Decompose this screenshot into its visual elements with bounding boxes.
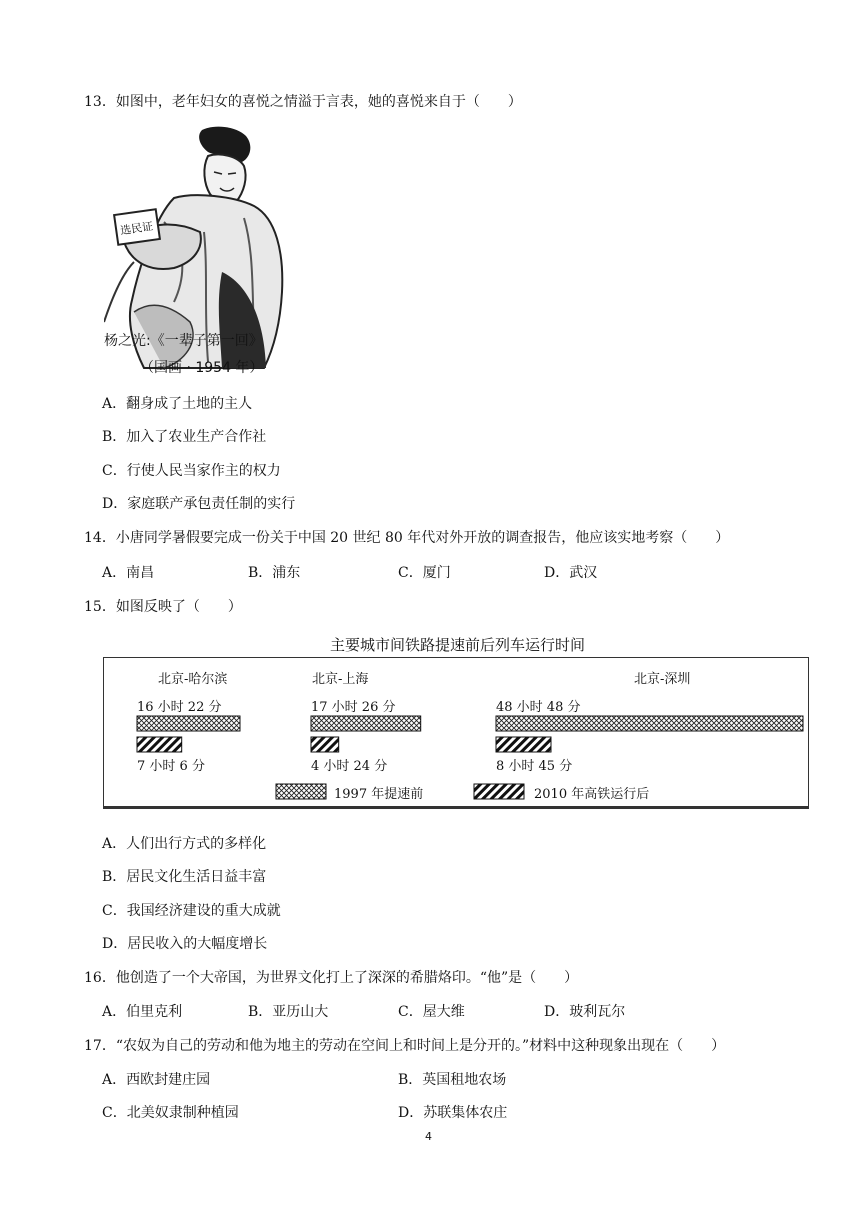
q13-option-d[interactable]: D．家庭联产承包责任制的实行: [102, 496, 296, 512]
certificate-text: 选民证: [119, 219, 154, 238]
time-label-after-shanghai: 4 小时 24 分: [311, 759, 388, 774]
route-label-beijing-shanghai: 北京-上海: [312, 672, 369, 687]
q16-option-a[interactable]: A．伯里克利: [102, 1004, 183, 1020]
q15-option-c[interactable]: C．我国经济建设的重大成就: [102, 903, 281, 919]
q14-stem: 14．小唐同学暑假要完成一份关于中国 20 世纪 80 年代对外开放的调查报告，他应该实地考察（ ）: [84, 530, 730, 546]
route-label-beijing-shenzhen: 北京-深圳: [634, 672, 691, 687]
bar-before-1997-1: [311, 716, 421, 731]
q13-option-b[interactable]: B．加入了农业生产合作社: [102, 429, 267, 445]
time-label-before-harbin: 16 小时 22 分: [137, 700, 222, 715]
q13-caption-sub: （国画 · 1954 年）: [140, 360, 264, 376]
train-time-chart: [103, 657, 809, 809]
q17-option-d[interactable]: D．苏联集体农庄: [398, 1105, 508, 1121]
chart-title: 主要城市间铁路提速前后列车运行时间: [330, 636, 586, 654]
q16-option-c[interactable]: C．屋大维: [398, 1004, 465, 1020]
q17-option-b[interactable]: B．英国租地农场: [398, 1072, 507, 1088]
bar-before-1997-0: [137, 716, 240, 731]
time-label-before-shenzhen: 48 小时 48 分: [496, 700, 581, 715]
q14-option-b[interactable]: B．浦东: [248, 565, 301, 581]
q17-option-a[interactable]: A．西欧封建庄园: [102, 1072, 211, 1088]
q16-stem: 16．他创造了一个大帝国，为世界文化打上了深深的希腊烙印。“他”是（ ）: [84, 970, 579, 986]
time-label-before-shanghai: 17 小时 26 分: [311, 700, 396, 715]
time-label-after-shenzhen: 8 小时 45 分: [496, 759, 573, 774]
legend-swatch-2010: [474, 784, 524, 799]
q14-option-c[interactable]: C．厦门: [398, 565, 451, 581]
q15-stem: 15．如图反映了（ ）: [84, 599, 242, 615]
q13-caption-title: 杨之光:《一辈子第一回》: [104, 333, 263, 349]
page-number: 4: [425, 1130, 432, 1143]
q16-option-b[interactable]: B．亚历山大: [248, 1004, 329, 1020]
legend-label-2010: 2010 年高铁运行后: [534, 787, 650, 802]
time-label-after-harbin: 7 小时 6 分: [137, 759, 205, 774]
legend-swatch-1997: [276, 784, 326, 799]
q14-option-d[interactable]: D．武汉: [544, 565, 598, 581]
q17-stem: 17．“农奴为自己的劳动和他为地主的劳动在空间上和时间上是分开的。”材料中这种现象出现在（ ）: [84, 1038, 726, 1054]
q16-option-d[interactable]: D．玻利瓦尔: [544, 1004, 626, 1020]
q14-option-a[interactable]: A．南昌: [102, 565, 155, 581]
q13-option-a[interactable]: A．翻身成了土地的主人: [102, 396, 253, 412]
bar-after-2010-1: [311, 737, 339, 752]
legend-label-1997: 1997 年提速前: [334, 787, 424, 802]
q15-option-d[interactable]: D．居民收入的大幅度增长: [102, 936, 268, 952]
route-label-beijing-harbin: 北京-哈尔滨: [158, 672, 228, 687]
bar-after-2010-2: [496, 737, 551, 752]
q15-option-b[interactable]: B．居民文化生活日益丰富: [102, 869, 267, 885]
q13-option-c[interactable]: C．行使人民当家作主的权力: [102, 463, 281, 479]
bar-after-2010-0: [137, 737, 182, 752]
q17-option-c[interactable]: C．北美奴隶制种植园: [102, 1105, 239, 1121]
q15-option-a[interactable]: A．人们出行方式的多样化: [102, 836, 267, 852]
bar-before-1997-2: [496, 716, 803, 731]
q13-stem: 13．如图中，老年妇女的喜悦之情溢于言表，她的喜悦来自于（ ）: [84, 94, 522, 110]
